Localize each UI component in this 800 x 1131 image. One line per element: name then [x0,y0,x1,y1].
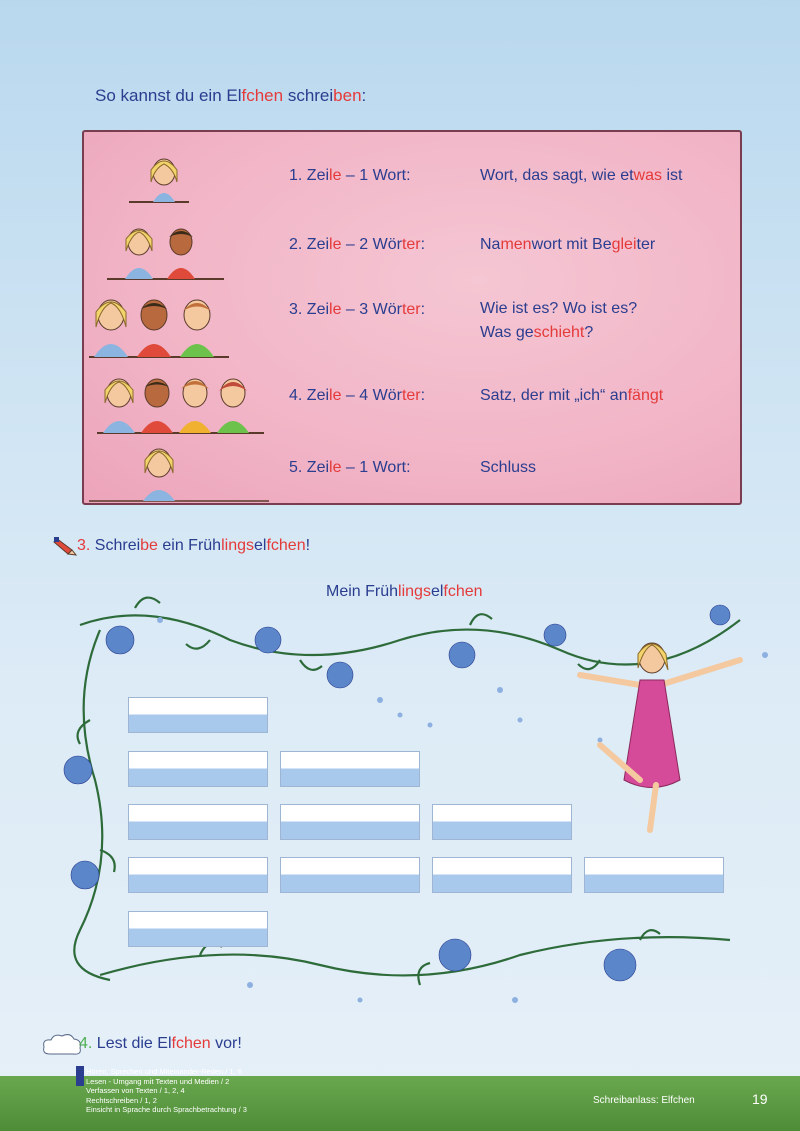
heading-part: f [241,86,247,105]
bist-badge [76,1066,84,1086]
elfchen-line-3-word-3[interactable] [432,804,572,840]
elfchen-line-2-word-1[interactable] [128,751,268,787]
heading-part: chen [246,86,284,105]
task-4-instruction: 4. Lest die Elfchen vor! [79,1035,242,1052]
elfchen-line-4-word-4[interactable] [584,857,724,893]
line-description: Namenwort mit Begleiter [480,236,656,253]
speech-cloud-icon [42,1032,82,1058]
elfchen-line-3-word-2[interactable] [280,804,420,840]
elfchen-line-4-word-2[interactable] [280,857,420,893]
dancing-girl-illustration [560,620,760,840]
line-label: 3. Zeile – 3 Wörter: [289,301,426,318]
elfchen-line-4-word-1[interactable] [128,857,268,893]
heading-part: So kannst du ein El [95,86,242,105]
line-description: Satz, der mit „ich“ anfängt [480,387,664,404]
competency-item: Rechtschreiben / 1, 2 [86,1095,157,1105]
footer-title: Schreibanlass: Elfchen [593,1095,695,1106]
task-3-instruction: 3. Schreibe ein Frühlingselfchen! [77,537,311,554]
description-line: Wie ist es? Wo ist es? [480,300,638,317]
line-description: Schluss [480,459,537,476]
elfchen-line-3-word-1[interactable] [128,804,268,840]
frame-title: Mein Frühlingselfchen [326,583,483,600]
line-label: 2. Zeile – 2 Wörter: [289,236,426,253]
competency-item: Verfassen von Texten / 1, 2, 4 [86,1086,185,1096]
heading-part: schrei [283,86,334,105]
competency-item: Lesen - Umgang mit Texten und Medien / 2 [86,1076,230,1086]
heading-part: : [361,86,367,105]
description-line: Was geschieht? [480,324,594,341]
line-label: 4. Zeile – 4 Wörter: [289,387,426,404]
heading-part: ben [333,86,362,105]
elfchen-line-2-word-2[interactable] [280,751,420,787]
competency-item: Hören, Sprechen und Miteinander-Reden / 1, 6 [86,1067,242,1076]
competency-list [86,1067,247,1115]
line-description: Wort, das sagt, wie etwas ist [480,167,683,184]
line-label: 1. Zeile – 1 Wort: [289,167,411,184]
elfchen-line-4-word-3[interactable] [432,857,572,893]
line-label: 5. Zeile – 1 Wort: [289,459,411,476]
elfchen-line-1-word-1[interactable] [128,697,268,733]
elfchen-line-5-word-1[interactable] [128,911,268,947]
page-number: 19 [752,1091,768,1107]
competency-item: Einsicht in Sprache durch Sprachbetrachtung / 3 [86,1105,247,1115]
